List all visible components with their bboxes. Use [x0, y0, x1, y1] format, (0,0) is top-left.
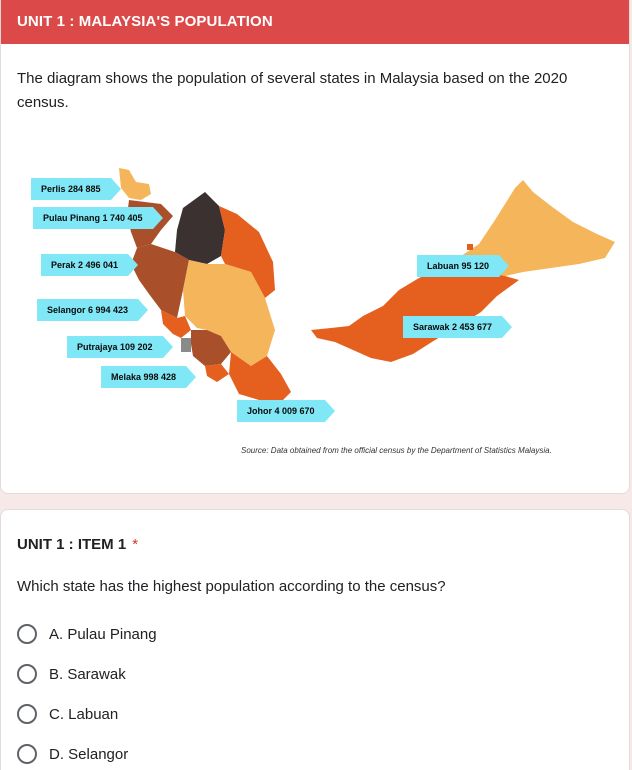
option-b-label: B. Sarawak	[49, 665, 126, 683]
option-a-label: A. Pulau Pinang	[49, 625, 157, 643]
source-note: Source: Data obtained from the official census by the Department of Statistics Malaysia.	[241, 446, 552, 455]
option-c-label: C. Labuan	[49, 705, 119, 723]
label-pulau-pinang: Pulau Pinang 1 740 405	[33, 207, 153, 229]
required-asterisk: *	[132, 536, 139, 553]
radio-button-icon[interactable]	[17, 704, 37, 724]
option-c[interactable]	[17, 703, 118, 725]
radio-button-icon[interactable]	[17, 624, 37, 644]
region-melaka	[205, 364, 229, 382]
label-perlis: Perlis 284 885	[31, 178, 111, 200]
option-d[interactable]	[17, 743, 128, 765]
label-putrajaya: Putrajaya 109 202	[67, 336, 163, 358]
unit-header	[1, 0, 629, 44]
label-perak: Perak 2 496 041	[41, 254, 128, 276]
question-card	[0, 509, 630, 770]
description-text: The diagram shows the population of several states in Malaysia based on the 2020 census.	[17, 70, 568, 111]
unit-title: UNIT 1 : MALAYSIA'S POPULATION	[17, 13, 273, 30]
region-putrajaya	[181, 338, 191, 352]
label-sarawak: Sarawak 2 453 677	[403, 316, 502, 338]
malaysia-map	[11, 160, 621, 460]
radio-button-icon[interactable]	[17, 744, 37, 764]
radio-button-icon[interactable]	[17, 664, 37, 684]
label-melaka: Melaka 998 428	[101, 366, 186, 388]
region-kelantan	[175, 192, 225, 264]
region-labuan	[467, 244, 473, 250]
label-labuan: Labuan 95 120	[417, 255, 499, 277]
region-perlis	[119, 168, 151, 200]
question-text: Which state has the highest population according to the census?	[17, 578, 446, 595]
option-b[interactable]	[17, 663, 126, 685]
option-d-label: D. Selangor	[49, 745, 129, 763]
option-a[interactable]	[17, 623, 157, 645]
item-title	[17, 536, 138, 553]
label-johor: Johor 4 009 670	[237, 400, 325, 422]
item-title-text: UNIT 1 : ITEM 1	[17, 536, 127, 553]
label-selangor: Selangor 6 994 423	[37, 299, 138, 321]
